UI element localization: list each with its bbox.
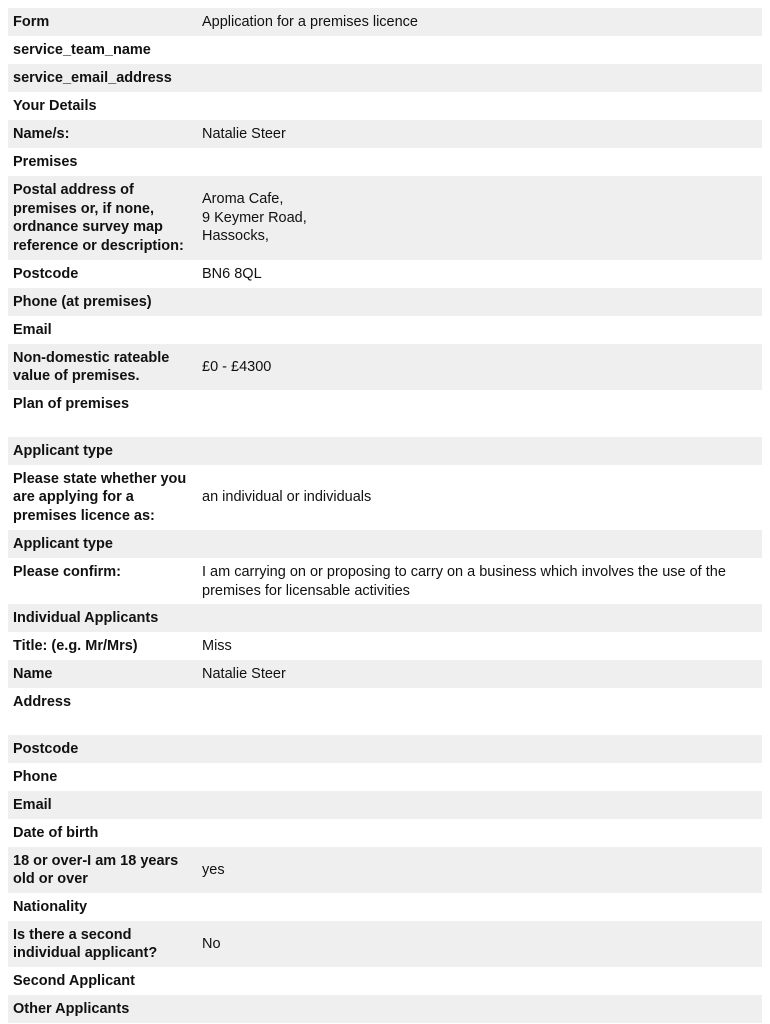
section-second-applicant (8, 967, 762, 995)
field-value (197, 819, 762, 847)
field-label: Is there a second individual applicant? (13, 926, 158, 961)
section-other-applicants (8, 995, 762, 1023)
field-label: Non-domestic rateable value of premises. (13, 349, 170, 384)
field-value (197, 893, 762, 921)
form-row-address (8, 688, 762, 735)
form-row-form (8, 8, 762, 36)
field-label: Phone (at premises) (13, 293, 152, 310)
section-heading: Applicant type (13, 535, 113, 552)
field-value (197, 288, 762, 316)
form-row-rateable-value (8, 344, 762, 390)
form-row-names (8, 120, 762, 148)
section-applicant-type-2 (8, 530, 762, 558)
field-value (197, 791, 762, 819)
field-label: Postcode (13, 740, 79, 757)
form-row-applicant-phone (8, 763, 762, 791)
section-heading: Your Details (13, 97, 97, 114)
field-value: yes (202, 861, 225, 878)
field-value: an individual or individuals (202, 489, 372, 506)
form-row-service-team-name (8, 36, 762, 64)
field-value: Natalie Steer (202, 125, 286, 142)
form-row-please-confirm (8, 558, 762, 604)
field-value (197, 36, 762, 64)
field-label: Name (13, 665, 53, 682)
form-row-plan-of-premises (8, 390, 762, 437)
section-premises (8, 148, 762, 176)
application-form-table (8, 8, 762, 1023)
field-label: Date of birth (13, 824, 99, 841)
field-value: Application for a premises licence (202, 13, 418, 30)
field-value: BN6 8QL (202, 265, 262, 282)
field-value (197, 148, 762, 176)
form-row-name (8, 660, 762, 688)
field-label: Phone (13, 768, 58, 785)
form-row-applicant-postcode (8, 735, 762, 763)
field-value (197, 92, 762, 120)
field-value (197, 688, 762, 735)
field-label: Nationality (13, 898, 88, 915)
field-label: Plan of premises (13, 396, 130, 412)
field-value: I am carrying on or proposing to carry on a business which involves the use of the premises for licensable activities (202, 564, 726, 599)
field-value: £0 - £4300 (202, 358, 272, 375)
form-row-premises-email (8, 316, 762, 344)
section-individual-applicants (8, 604, 762, 632)
field-value (197, 390, 762, 437)
field-label: Postcode (13, 265, 79, 282)
field-value (197, 604, 762, 632)
section-heading: Second Applicant (13, 972, 135, 989)
field-label: Email (13, 321, 52, 338)
field-value (197, 530, 762, 558)
form-row-service-email-address (8, 64, 762, 92)
field-value: Miss (202, 637, 232, 654)
form-row-premises-phone (8, 288, 762, 316)
form-row-premises-postcode (8, 260, 762, 288)
form-row-applying-as (8, 465, 762, 530)
section-your-details (8, 92, 762, 120)
field-label: Please state whether you are applying for a premises licence as: (13, 470, 187, 524)
section-heading: Premises (13, 153, 78, 170)
field-value (197, 763, 762, 791)
field-value (197, 735, 762, 763)
field-label: 18 or over-I am 18 years old or over (13, 852, 179, 887)
field-label: Address (13, 694, 72, 710)
field-value (197, 64, 762, 92)
field-value (197, 316, 762, 344)
form-row-postal-address (8, 176, 762, 260)
field-label: Postal address of premises or, if none, ordnance survey map reference or description: (13, 182, 184, 254)
field-label: service_email_address (13, 69, 172, 86)
field-label: Name/s: (13, 125, 70, 142)
field-value: No (202, 935, 221, 952)
field-label: Please confirm: (13, 564, 121, 580)
field-value (197, 995, 762, 1023)
section-heading: Other Applicants (13, 1000, 130, 1017)
form-row-nationality (8, 893, 762, 921)
form-row-date-of-birth (8, 819, 762, 847)
section-heading: Individual Applicants (13, 609, 159, 626)
field-value (197, 967, 762, 995)
field-value (197, 437, 762, 465)
section-applicant-type (8, 437, 762, 465)
field-value: Natalie Steer (202, 665, 286, 682)
field-value: Aroma Cafe, 9 Keymer Road, Hassocks, (202, 191, 307, 245)
field-label: Title: (e.g. Mr/Mrs) (13, 637, 138, 654)
form-row-applicant-email (8, 791, 762, 819)
field-label: Email (13, 796, 52, 813)
form-row-title (8, 632, 762, 660)
field-label: service_team_name (13, 41, 151, 58)
form-row-age-confirmation (8, 847, 762, 893)
form-row-second-applicant-question (8, 921, 762, 967)
section-heading: Applicant type (13, 442, 113, 459)
field-label: Form (13, 13, 50, 30)
